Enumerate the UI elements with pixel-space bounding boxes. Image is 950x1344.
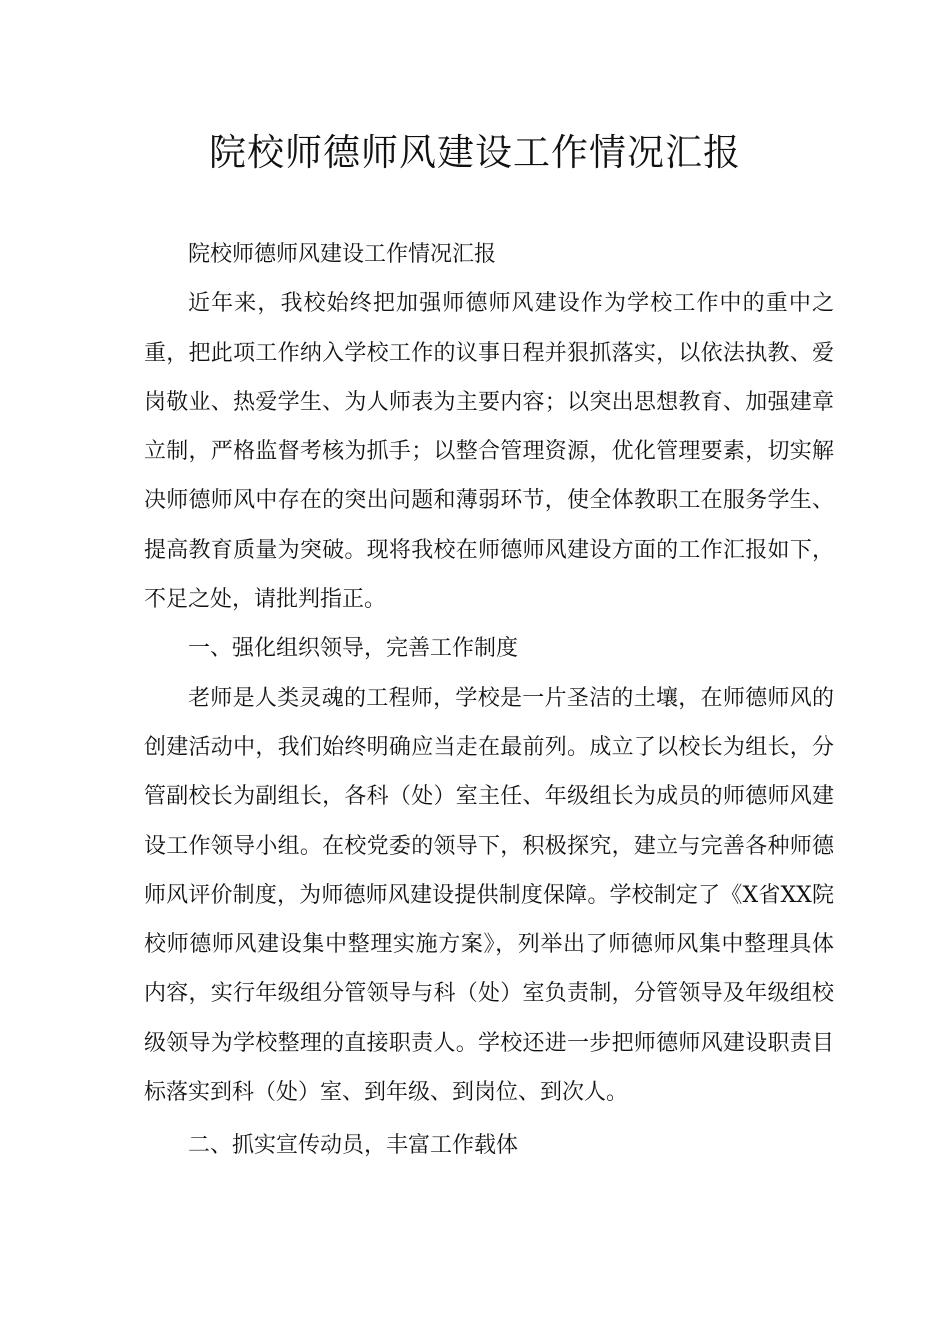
paragraph-section-1: 老师是人类灵魂的工程师，学校是一片圣洁的土壤，在师德师风的创建活动中，我们始终明确应当走在最前列。成立了以校长为组长，分管副校长为副组长，各科（处）室主任、年级组长为成员的师德师风建设工作领导小组。在校党委的领导下，积极探究，建立与完善各种师德师风评价制度，为师德师风建设提供制度保障。学校制定了《X省XX院校师德师风建设集中整理实施方案》，列举出了师德师风集中整理具体内容，实行年级组分管领导与科（处）室负责制，分管领导及年级组校级领导为学校整理的直接职责人。学校还进一步把师德师风建设职责目标落实到科（处）室、到年级、到岗位、到次人。 <box>144 685 834 1106</box>
section-heading-1: 一、强化组织领导，完善工作制度 <box>188 636 519 662</box>
document-title: 院校师德师风建设工作情况汇报 <box>209 131 741 174</box>
document-body <box>144 230 834 1171</box>
paragraph-subtitle: 院校师德师风建设工作情况汇报 <box>188 242 497 267</box>
section-heading-2: 二、抓实宣传动员，丰富工作载体 <box>188 1133 519 1159</box>
paragraph-intro: 近年来，我校始终把加强师德师风建设作为学校工作中的重中之重，把此项工作纳入学校工作的议事日程并狠抓落实，以依法执教、爱岗敬业、热爱学生、为人师表为主要内容；以突出思想教育、加强建章立制，严格监督考核为抓手；以整合管理资源，优化管理要素，切实解决师德师风中存在的突出问题和薄弱环节，使全体教职工在服务学生、提高教育质量为突破。现将我校在师德师风建设方面的工作汇报如下，不足之处，请批判指正。 <box>144 291 834 613</box>
